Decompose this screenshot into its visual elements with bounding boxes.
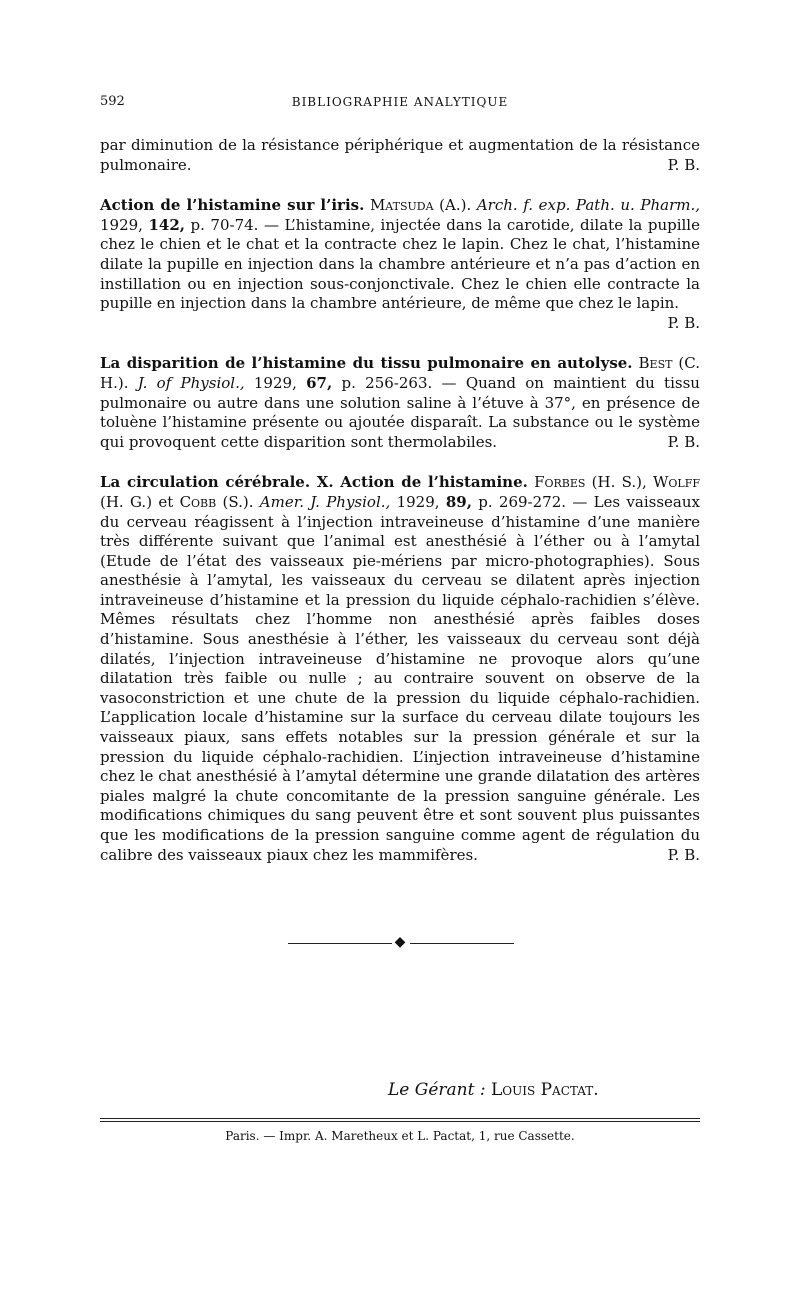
entry-body: — L’histamine, injectée dans la carotide, dilate la pupille chez le chien et le chat et la contracte chez le lapin. Chez le chat, l’histamine dilate la pupille en injection dans la chambre antérieure et n’a pas d’action en instillation ou en injection sous-conjonctivale. Chez le chien elle contracte la pupille en injection dans la chambre antérieure, de même que chez le lapin. xyxy=(100,215,700,313)
entry-volume: 89, xyxy=(445,492,472,511)
entry-volume: 142, xyxy=(148,215,186,234)
entry-pages: p. 256-263. xyxy=(341,373,433,392)
footer-rule-top xyxy=(100,1118,700,1119)
entry-pages: p. 269-272. xyxy=(478,492,567,511)
bibliography-entry-1 xyxy=(100,196,700,333)
entry-pages: p. 70-74. xyxy=(190,215,259,234)
diamond-icon: ◆ xyxy=(394,934,406,950)
footer-rule-bottom xyxy=(100,1121,700,1122)
ornament-line-left xyxy=(288,943,392,944)
page-body xyxy=(100,94,700,865)
signature: P. B. xyxy=(667,845,700,864)
entry-title: Action de l’histamine sur l’iris. xyxy=(100,196,365,215)
entry-journal: Arch. f. exp. Path. u. Pharm., xyxy=(476,196,701,215)
gerant-label: Le Gérant : xyxy=(388,1080,486,1100)
running-title: BIBLIOGRAPHIE ANALYTIQUE xyxy=(291,95,509,109)
gerant-name: Louis Pactat. xyxy=(490,1080,599,1100)
section-ornament xyxy=(288,933,514,953)
bibliography-entry-3 xyxy=(100,473,700,865)
entry-title: La circulation cérébrale. X. Action de l’histamine. xyxy=(100,473,528,492)
ornament-line-right xyxy=(410,943,514,944)
entry-author: Best (C. H.). xyxy=(100,354,700,392)
entry-author: Cobb (S.). xyxy=(179,492,254,511)
entry-body: — Quand on maintient du tissu pulmonaire ou autre dans une solution saline à l’étuve à 37°, en présence de toluène l’histamine présente ou ajoutée disparaît. La substance ou le système qui provoquent cette disparition sont thermolabiles. xyxy=(100,373,700,451)
entry-author: Forbes (H. S.), xyxy=(534,473,647,492)
continuation-paragraph xyxy=(100,136,700,175)
entry-year: 1929, xyxy=(253,373,297,392)
gerant-signature xyxy=(388,1080,599,1100)
entry-author: Wolff (H. G.) xyxy=(100,473,700,511)
entry-author: Matsuda (A.). xyxy=(369,196,472,215)
printer-imprint: Paris. — Impr. A. Maretheux et L. Pactat, 1, rue Cassette. xyxy=(225,1129,575,1143)
bibliography-entry-2 xyxy=(100,354,700,452)
signature: P. B. xyxy=(667,155,700,174)
entry-journal: Amer. J. Physiol., xyxy=(259,492,391,511)
entry-year: 1929, xyxy=(100,215,143,234)
entry-body: — Les vaisseaux du cerveau réagissent à l’injection intraveineuse d’histamine d’une manière très différente suivant que l’animal est anesthésié à l’éther ou à l’amytal (Etude de l’état des vaisseaux pie-mériens par micro-photographies). Sous anesthésie à l’amytal, les vaisseaux du cerveau se dilatent après injection intraveineuse d’histamine et la pression du liquide céphalo-rachidien s’élève. Mêmes résultats chez l’homme non anesthésié après faibles doses d’histamine. Sous anesthésie à l’éther, les vaisseaux du cerveau sont déjà dilatés, l’injection intraveineuse d’histamine ne provoque alors qu’une dilatation très faible ou nulle ; au contraire souvent on observe de la vasoconstriction et une chute de la pression du liquide céphalo-rachidien. L’application locale d’histamine sur la surface du cerveau dilate toujours les vaisseaux piaux, sans effets notables sur la pression générale et sur la pression du liquide céphalo-rachidien. L’injection intraveineuse d’histamine chez le chat anesthésié à l’amytal détermine une grande dilatation des artères piales malgré la chute concomitante de la pression sanguine générale. Les modifications chimiques du sang peuvent être et sont souvent plus puissantes que les modifications de la pression sanguine comme agent de régulation du calibre des vaisseaux piaux chez les mammifères. xyxy=(100,492,700,864)
entry-journal: J. of Physiol., xyxy=(137,373,245,392)
signature: P. B. xyxy=(667,313,700,332)
entry-volume: 67, xyxy=(306,373,333,392)
entry-title: La disparition de l’histamine du tissu pulmonaire en autolyse. xyxy=(100,354,633,373)
entry-year: 1929, xyxy=(396,492,440,511)
continuation-text: par diminution de la résistance périphérique et augmentation de la résistance pulmonaire. xyxy=(100,136,700,174)
entry-conjunction: et xyxy=(158,492,174,511)
page-number: 592 xyxy=(100,94,125,109)
signature: P. B. xyxy=(667,432,700,451)
page-header xyxy=(100,94,700,116)
